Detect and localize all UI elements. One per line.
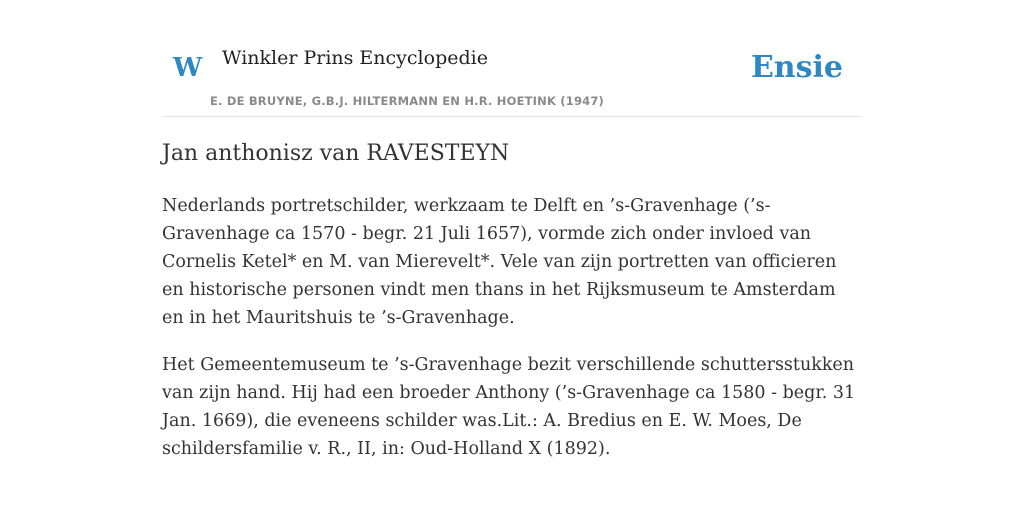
article-paragraph: Nederlands portretschilder, werkzaam te Delft en ’s-Gravenhage (’s-Gravenhage ca 1570 - begr. 21 Juli 1657), vormde zich onder invloed van Cornelis Ketel* en M. van Mierevelt*. Vele van zijn portretten van officieren en historische personen vindt men thans in het Rijksmuseum te Amsterdam en in het Mauritshuis te ’s-Gravenhage. <box>162 196 837 328</box>
source-authors: E. DE BRUYNE, G.B.J. HILTERMANN EN H.R. HOETINK (1947) <box>210 94 605 108</box>
page <box>162 0 862 459</box>
ensie-logo-link[interactable]: Ensie <box>750 50 843 85</box>
source-header <box>162 0 862 117</box>
winkler-prins-logo[interactable]: W <box>173 53 203 83</box>
article-body <box>162 192 862 482</box>
source-title[interactable]: Winkler Prins Encyclopedie <box>222 47 488 69</box>
article-paragraph: Het Gemeentemuseum te ’s-Gravenhage bezit verschillende schuttersstukken van zijn hand. Hij had een broeder Anthony (’s-Gravenhage ca 1580 - begr. 31 Jan. 1669), die eveneens schilder was.Lit.: A. Bredius en E. W. Moes, De schildersfamilie v. R., II, in: Oud-Holland X (1892). <box>162 355 856 459</box>
article-title: Jan anthonisz van RAVESTEYN <box>162 141 510 166</box>
